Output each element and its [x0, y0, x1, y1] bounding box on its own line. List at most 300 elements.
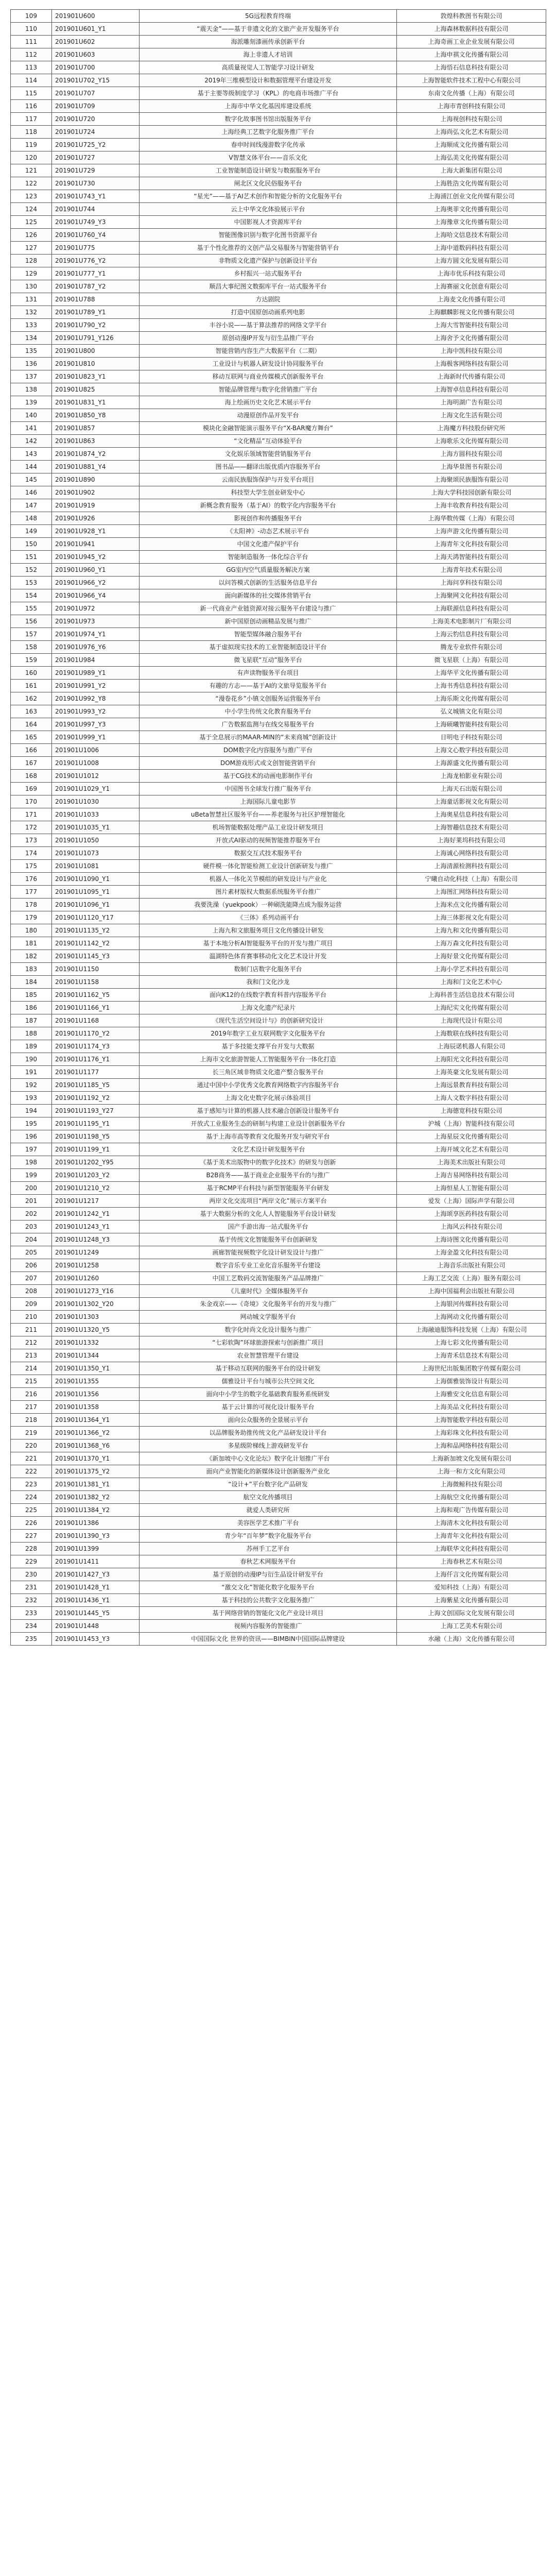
project-name-cell: 中国影视人才资源库平台 [140, 216, 397, 229]
project-code-cell: 201901U1073 [52, 847, 140, 860]
company-name-cell: 上海联华文化科技有限公司 [397, 1543, 546, 1555]
project-name-cell: uBeta智慧社区服务平台——养老服务与社区护理智能化 [140, 808, 397, 821]
row-index-cell: 193 [11, 1092, 52, 1105]
company-name-cell: 爱知科技（上海）有限公司 [397, 1581, 546, 1594]
project-code-cell: 201901U1248_Y3 [52, 1233, 140, 1246]
row-index-cell: 225 [11, 1504, 52, 1517]
project-code-cell: 201901U1095_Y1 [52, 886, 140, 899]
row-index-cell: 156 [11, 615, 52, 628]
company-name-cell: 上海奇画工业企业发展有限公司 [397, 36, 546, 48]
project-name-cell: 原创动漫IP开发与衍生品推广平台 [140, 332, 397, 345]
company-name-cell: 上海文创国际文化发展有限公司 [397, 1607, 546, 1620]
project-code-cell: 201901U1375_Y2 [52, 1465, 140, 1478]
project-code-cell: 201901U919 [52, 499, 140, 512]
project-code-cell: 201901U760_Y4 [52, 229, 140, 242]
project-code-cell: 201901U1185_Y5 [52, 1079, 140, 1092]
row-index-cell: 213 [11, 1349, 52, 1362]
table-row [11, 319, 546, 332]
company-name-cell: 上海弘美文化传媒有限公司 [397, 151, 546, 164]
project-name-cell: 智能制造服务一体化综合平台 [140, 551, 397, 564]
table-row [11, 1053, 546, 1066]
table-row [11, 1221, 546, 1233]
project-name-cell: 《基于美术出版物中的数字化技术》的研发与创新 [140, 1156, 397, 1169]
project-code-cell: 201901U926 [52, 512, 140, 525]
project-code-cell: 201901U1411 [52, 1555, 140, 1568]
project-name-cell: 基于大数据分析的文化人人智能服务平台设计研发 [140, 1208, 397, 1221]
project-code-cell: 201901U1035_Y1 [52, 821, 140, 834]
project-code-cell: 201901U700 [52, 61, 140, 74]
table-row [11, 396, 546, 409]
project-name-cell: 丰谷小说——基于算法推荐的网络文学平台 [140, 319, 397, 332]
project-name-cell: 有趣的方志——基于AI的文旅导览服务平台 [140, 680, 397, 692]
row-index-cell: 120 [11, 151, 52, 164]
company-name-cell: 上海联源信息科技有限公司 [397, 602, 546, 615]
row-index-cell: 181 [11, 937, 52, 950]
row-index-cell: 209 [11, 1298, 52, 1311]
project-name-cell: 中国工艺数码交流智能服务产品品牌推广 [140, 1272, 397, 1285]
table-row [11, 1092, 546, 1105]
company-name-cell: 上海明湖广告有限公司 [397, 396, 546, 409]
row-index-cell: 219 [11, 1427, 52, 1439]
row-index-cell: 127 [11, 242, 52, 255]
company-name-cell: 上海赛丽文化创意有限公司 [397, 280, 546, 293]
row-index-cell: 235 [11, 1633, 52, 1646]
project-name-cell: 视频内容服务的智能推广 [140, 1620, 397, 1633]
company-name-cell: 上海魔方科技股份研究所 [397, 422, 546, 435]
table-row [11, 1259, 546, 1272]
company-name-cell: 上海大新集团有限公司 [397, 164, 546, 177]
table-row [11, 113, 546, 126]
row-index-cell: 146 [11, 486, 52, 499]
project-code-cell: 201901U707 [52, 87, 140, 100]
row-index-cell: 130 [11, 280, 52, 293]
table-row [11, 74, 546, 87]
table-row [11, 834, 546, 847]
project-code-cell: 201901U984 [52, 654, 140, 667]
company-name-cell: 上海科普生活信息技术有限公司 [397, 989, 546, 1002]
project-code-cell: 201901U743_Y1 [52, 190, 140, 203]
company-name-cell: 上海诗图文化传播有限公司 [397, 1233, 546, 1246]
project-code-cell: 201901U999_Y1 [52, 731, 140, 744]
project-name-cell: 基于CG技术的动画电影制作平台 [140, 770, 397, 783]
project-name-cell: 上海九和文旅服务项目文化传播设计研发 [140, 924, 397, 937]
table-row [11, 989, 546, 1002]
table-row [11, 1233, 546, 1246]
table-row [11, 1401, 546, 1414]
project-code-cell: 201901U1356 [52, 1388, 140, 1401]
company-name-cell: 上海青年技术有限公司 [397, 564, 546, 577]
company-name-cell: 上海儒雅装饰设计有限公司 [397, 1375, 546, 1388]
project-name-cell: 2019年数字工业互联网数字文化服务平台 [140, 1027, 397, 1040]
project-name-cell: 有声读物服务平台项目 [140, 667, 397, 680]
company-name-cell: 上海世纪出版集团数字传媒有限公司 [397, 1362, 546, 1375]
project-code-cell: 201901U729 [52, 164, 140, 177]
company-name-cell: 上海胜浩文化传媒有限公司 [397, 177, 546, 190]
table-row [11, 1517, 546, 1530]
project-table [10, 9, 546, 1646]
project-code-cell: 201901U974_Y1 [52, 628, 140, 641]
project-name-cell: 我和门文化沙龙 [140, 976, 397, 989]
table-row [11, 139, 546, 151]
project-name-cell: 上海市中华文化基因库建设系统 [140, 100, 397, 113]
project-code-cell: 201901U1195_Y1 [52, 1117, 140, 1130]
company-name-cell: 上海天石出版有限公司 [397, 783, 546, 795]
row-index-cell: 221 [11, 1452, 52, 1465]
company-name-cell: 上海龙柏影业有限公司 [397, 770, 546, 783]
project-code-cell: 201901U810 [52, 358, 140, 370]
project-code-cell: 201901U600 [52, 10, 140, 23]
project-code-cell: 201901U989_Y1 [52, 667, 140, 680]
company-name-cell: 上海文化生活有限公司 [397, 409, 546, 422]
table-row [11, 963, 546, 976]
row-index-cell: 172 [11, 821, 52, 834]
row-index-cell: 147 [11, 499, 52, 512]
company-name-cell: 爱发（上海）国际声学有限公司 [397, 1195, 546, 1208]
row-index-cell: 153 [11, 577, 52, 589]
table-row [11, 589, 546, 602]
project-name-cell: 智能品牌管理与数字化营销推广平台 [140, 383, 397, 396]
project-name-cell: 机器人一体化关节模组的研发设计与产业化 [140, 873, 397, 886]
row-index-cell: 215 [11, 1375, 52, 1388]
table-row [11, 461, 546, 473]
project-code-cell: 201901U709 [52, 100, 140, 113]
table-row [11, 821, 546, 834]
project-code-cell: 201901U1081 [52, 860, 140, 873]
table-row [11, 1040, 546, 1053]
row-index-cell: 174 [11, 847, 52, 860]
project-name-cell: 两岸文化交流项目“两岸文化”展示方案平台 [140, 1195, 397, 1208]
row-index-cell: 173 [11, 834, 52, 847]
company-name-cell: 上海森林数据科技有限公司 [397, 23, 546, 36]
company-name-cell: 上海智能数字科技有限公司 [397, 1414, 546, 1427]
project-name-cell: 我要洗澡（yuekpook）一种刷洗能降点成为服务运营 [140, 899, 397, 911]
company-name-cell: 上海浦江创业文化传媒有限公司 [397, 190, 546, 203]
project-code-cell: 201901U960_Y1 [52, 564, 140, 577]
row-index-cell: 205 [11, 1246, 52, 1259]
company-name-cell: 上海工艺美术有限公司 [397, 1620, 546, 1633]
project-code-cell: 201901U1344 [52, 1349, 140, 1362]
project-name-cell: 基于云计算的可视化设计服务平台 [140, 1401, 397, 1414]
company-name-cell: 上海奥星信息科技有限公司 [397, 808, 546, 821]
project-name-cell: 国产手游出海一站式服务平台 [140, 1221, 397, 1233]
table-row [11, 1581, 546, 1594]
row-index-cell: 170 [11, 795, 52, 808]
row-index-cell: 228 [11, 1543, 52, 1555]
project-code-cell: 201901U1177 [52, 1066, 140, 1079]
project-name-cell: 基于多技能支撑平台开发与大数据 [140, 1040, 397, 1053]
project-name-cell: 影视创作和传播服务平台 [140, 512, 397, 525]
company-name-cell: 上海悟石信息科技有限公司 [397, 61, 546, 74]
project-name-cell: 基于主要等级制度学习（KPL）的电商市场推广平台 [140, 87, 397, 100]
project-name-cell: 面向公众服务的全景展示平台 [140, 1414, 397, 1427]
table-row [11, 808, 546, 821]
company-name-cell: 上海硕曦智能科技有限公司 [397, 718, 546, 731]
company-name-cell: 上海一和方文化有限公司 [397, 1465, 546, 1478]
project-name-cell: 基于移动互联网的服务平台的设计研发 [140, 1362, 397, 1375]
project-name-cell: 《新加坡中心文化论坛》数字化计划推广平台 [140, 1452, 397, 1465]
project-name-cell: 2019年三维模型设计和数据管理平台建设开发 [140, 74, 397, 87]
project-code-cell: 201901U972 [52, 602, 140, 615]
table-row [11, 1568, 546, 1581]
company-name-cell: 上海中道数码科技有限公司 [397, 242, 546, 255]
table-row [11, 164, 546, 177]
row-index-cell: 185 [11, 989, 52, 1002]
project-code-cell: 201901U603 [52, 48, 140, 61]
table-row [11, 731, 546, 744]
project-name-cell: 《太阳神》-动态艺术展示平台 [140, 525, 397, 538]
project-name-cell: 农业智慧管理平台建设 [140, 1349, 397, 1362]
project-code-cell: 201901U1260 [52, 1272, 140, 1285]
company-name-cell: 腾龙专业软件有限公司 [397, 641, 546, 654]
company-name-cell: 上海尚弘文化艺术有限公司 [397, 126, 546, 139]
project-name-cell: 基于网络营销的智能化文化产业设计项目 [140, 1607, 397, 1620]
company-name-cell: 上海文心数字科技有限公司 [397, 744, 546, 757]
row-index-cell: 204 [11, 1233, 52, 1246]
company-name-cell: 上海豫章文化传播有限公司 [397, 216, 546, 229]
row-index-cell: 109 [11, 10, 52, 23]
row-index-cell: 113 [11, 61, 52, 74]
project-code-cell: 201901U1358 [52, 1401, 140, 1414]
project-name-cell: 长三角区域非物质文化遗产整合服务平台 [140, 1066, 397, 1079]
row-index-cell: 139 [11, 396, 52, 409]
row-index-cell: 190 [11, 1053, 52, 1066]
row-index-cell: 137 [11, 370, 52, 383]
company-name-cell: 上海美术电影制片厂有限公司 [397, 615, 546, 628]
project-code-cell: 201901U744 [52, 203, 140, 216]
project-code-cell: 201901U1320_Y5 [52, 1324, 140, 1336]
company-name-cell: 上海方圆文化发展有限公司 [397, 255, 546, 267]
company-name-cell: 上海和品网络科技有限公司 [397, 1439, 546, 1452]
row-index-cell: 229 [11, 1555, 52, 1568]
row-index-cell: 187 [11, 1014, 52, 1027]
table-row [11, 151, 546, 164]
project-name-cell: 智能图像识别与数字化图书资源平台 [140, 229, 397, 242]
table-row [11, 795, 546, 808]
company-name-cell: 上海纪实文化传媒有限公司 [397, 1002, 546, 1014]
project-code-cell: 201901U1273_Y16 [52, 1285, 140, 1298]
row-index-cell: 188 [11, 1027, 52, 1040]
row-index-cell: 217 [11, 1401, 52, 1414]
project-code-cell: 201901U1166_Y1 [52, 1002, 140, 1014]
project-code-cell: 201901U1096_Y1 [52, 899, 140, 911]
row-index-cell: 159 [11, 654, 52, 667]
company-name-cell: 上海风云科技有限公司 [397, 1221, 546, 1233]
row-index-cell: 118 [11, 126, 52, 139]
company-name-cell: 上海顺成文化传播有限公司 [397, 139, 546, 151]
table-row [11, 525, 546, 538]
project-name-cell: 朱金戏京——《奇境》文化服务平台的开发与推广 [140, 1298, 397, 1311]
project-code-cell: 201901U1202_Y95 [52, 1156, 140, 1169]
row-index-cell: 114 [11, 74, 52, 87]
table-row [11, 512, 546, 525]
company-name-cell: 上海乐斯文化传媒有限公司 [397, 692, 546, 705]
project-code-cell: 201901U1390_Y3 [52, 1530, 140, 1543]
table-row [11, 1349, 546, 1362]
project-code-cell: 201901U823_Y1 [52, 370, 140, 383]
project-name-cell: 《儿童时代》全媒体服务平台 [140, 1285, 397, 1298]
project-name-cell: 图书品——翻译出版优质内容服务平台 [140, 461, 397, 473]
project-code-cell: 201901U1158 [52, 976, 140, 989]
row-index-cell: 158 [11, 641, 52, 654]
table-row [11, 126, 546, 139]
project-name-cell: 春申时间线漫游数字化传承 [140, 139, 397, 151]
project-name-cell: 中国文化遗产保护平台 [140, 538, 397, 551]
project-code-cell: 201901U1242_Y1 [52, 1208, 140, 1221]
table-row [11, 654, 546, 667]
table-row [11, 383, 546, 396]
project-name-cell: “震天金”——基于非遗文化的文旅产业开发服务平台 [140, 23, 397, 36]
row-index-cell: 203 [11, 1221, 52, 1233]
row-index-cell: 112 [11, 48, 52, 61]
project-name-cell: 基于个性化推荐的文创产品交易服务与智能营销平台 [140, 242, 397, 255]
row-index-cell: 226 [11, 1517, 52, 1530]
company-name-cell: 上海微鲸科技有限公司 [397, 1478, 546, 1491]
company-name-cell: 上海问享科技有限公司 [397, 577, 546, 589]
table-row [11, 1130, 546, 1143]
company-name-cell: 上海融迪服饰科技发展（上海）有限公司 [397, 1324, 546, 1336]
project-code-cell: 201901U1142_Y2 [52, 937, 140, 950]
company-name-cell: 敦煌科教图书有限公司 [397, 10, 546, 23]
row-index-cell: 144 [11, 461, 52, 473]
table-row [11, 486, 546, 499]
row-index-cell: 119 [11, 139, 52, 151]
project-code-cell: 201901U1355 [52, 1375, 140, 1388]
table-row [11, 783, 546, 795]
project-name-cell: 基于科技的公共数字文化服务推广 [140, 1594, 397, 1607]
row-index-cell: 123 [11, 190, 52, 203]
project-name-cell: 中国国际文化 世界的资讯——BIMBIN中国国际品牌建设 [140, 1633, 397, 1646]
project-code-cell: 201901U973 [52, 615, 140, 628]
project-name-cell: “设计+”平台数字化产品研发 [140, 1478, 397, 1491]
project-code-cell: 201901U997_Y3 [52, 718, 140, 731]
project-code-cell: 201901U941 [52, 538, 140, 551]
project-code-cell: 201901U966_Y4 [52, 589, 140, 602]
project-name-cell: 面向K12的在线数字教育科普内容服务平台 [140, 989, 397, 1002]
row-index-cell: 194 [11, 1105, 52, 1117]
row-index-cell: 134 [11, 332, 52, 345]
project-name-cell: 春秋艺术网服务平台 [140, 1555, 397, 1568]
project-code-cell: 201901U993_Y2 [52, 705, 140, 718]
table-row [11, 1208, 546, 1221]
company-name-cell: 上海清木文化科技有限公司 [397, 1517, 546, 1530]
company-name-cell: 上海大雪智能科技有限公司 [397, 319, 546, 332]
company-name-cell: 上海和门文化艺术中心 [397, 976, 546, 989]
project-code-cell: 201901U1193_Y27 [52, 1105, 140, 1117]
project-code-cell: 201901U1145_Y3 [52, 950, 140, 963]
table-row [11, 1375, 546, 1388]
project-code-cell: 201901U787_Y2 [52, 280, 140, 293]
table-row [11, 1491, 546, 1504]
project-code-cell: 201901U1243_Y1 [52, 1221, 140, 1233]
row-index-cell: 136 [11, 358, 52, 370]
project-code-cell: 201901U727 [52, 151, 140, 164]
project-code-cell: 201901U1249 [52, 1246, 140, 1259]
company-name-cell: 上海七彩文化传播有限公司 [397, 1336, 546, 1349]
company-name-cell: 上海银河传媒科技有限公司 [397, 1298, 546, 1311]
project-name-cell: 儒雅设计平台与城市公共空间文化 [140, 1375, 397, 1388]
table-row [11, 1066, 546, 1079]
project-name-cell: 乡村振兴一站式服务平台 [140, 267, 397, 280]
project-name-cell: 基于全息展示的MAAR-MIN的“未来商城”创新设计 [140, 731, 397, 744]
company-name-cell: 上海智能软件技术工程中心有限公司 [397, 74, 546, 87]
row-index-cell: 201 [11, 1195, 52, 1208]
project-name-cell: DOM数字化内容服务与推广平台 [140, 744, 397, 757]
row-index-cell: 131 [11, 293, 52, 306]
company-name-cell: 上海阳光文化科技有限公司 [397, 1053, 546, 1066]
company-name-cell: 沪城（上海）智能科技有限公司 [397, 1117, 546, 1130]
company-name-cell: 微飞星联（上海）有限公司 [397, 654, 546, 667]
project-code-cell: 201901U991_Y2 [52, 680, 140, 692]
table-row [11, 641, 546, 654]
company-name-cell: 上海方圆科技有限公司 [397, 448, 546, 461]
project-name-cell: “漫卷花乡”小镇文创服务运营服务平台 [140, 692, 397, 705]
table-row [11, 293, 546, 306]
company-name-cell: 上海雅安文化信息有限公司 [397, 1388, 546, 1401]
row-index-cell: 148 [11, 512, 52, 525]
project-name-cell: “文化精品”互动体验平台 [140, 435, 397, 448]
project-name-cell: 上海文化遗产纪录片 [140, 1002, 397, 1014]
project-code-cell: 201901U1386 [52, 1517, 140, 1530]
company-name-cell: 上海奥菲文化传播有限公司 [397, 203, 546, 216]
table-row [11, 1607, 546, 1620]
project-name-cell: 上海国际儿童电影节 [140, 795, 397, 808]
table-row [11, 860, 546, 873]
row-index-cell: 143 [11, 448, 52, 461]
project-code-cell: 201901U1399 [52, 1543, 140, 1555]
project-code-cell: 201901U1050 [52, 834, 140, 847]
row-index-cell: 179 [11, 911, 52, 924]
project-name-cell: 青少年“百年梦”数字化服务平台 [140, 1530, 397, 1543]
company-name-cell: 上海仟言文化传媒有限公司 [397, 1568, 546, 1581]
project-name-cell: 模块化金融智能演示服务平台“X-BAR魔方舞台” [140, 422, 397, 435]
project-code-cell: 201901U1176_Y1 [52, 1053, 140, 1066]
company-name-cell: 上海万森文化科技有限公司 [397, 937, 546, 950]
row-index-cell: 175 [11, 860, 52, 873]
project-name-cell: 硬件模一体化智能检测工业设计创新研发与推广 [140, 860, 397, 873]
project-code-cell: 201901U1303 [52, 1311, 140, 1324]
table-row [11, 1439, 546, 1452]
table-row [11, 602, 546, 615]
table-row [11, 1143, 546, 1156]
company-name-cell: 上海市优乐科技有限公司 [397, 267, 546, 280]
row-index-cell: 129 [11, 267, 52, 280]
table-row [11, 1324, 546, 1336]
row-index-cell: 162 [11, 692, 52, 705]
project-code-cell: 201901U863 [52, 435, 140, 448]
project-code-cell: 201901U1366_Y2 [52, 1427, 140, 1439]
company-name-cell: 上海音乐出版社有限公司 [397, 1259, 546, 1272]
table-row [11, 1555, 546, 1568]
row-index-cell: 152 [11, 564, 52, 577]
table-row [11, 911, 546, 924]
row-index-cell: 132 [11, 306, 52, 319]
table-row [11, 1156, 546, 1169]
row-index-cell: 166 [11, 744, 52, 757]
project-name-cell: 上海文化史数字化展示体验项目 [140, 1092, 397, 1105]
row-index-cell: 210 [11, 1311, 52, 1324]
company-name-cell: 上海聚颂民族服饰有限公司 [397, 473, 546, 486]
row-index-cell: 133 [11, 319, 52, 332]
row-index-cell: 200 [11, 1182, 52, 1195]
row-index-cell: 116 [11, 100, 52, 113]
project-name-cell: 通过中国中小学优秀文化教育网络数字内容服务平台 [140, 1079, 397, 1092]
table-row [11, 680, 546, 692]
table-row [11, 886, 546, 899]
table-row [11, 1246, 546, 1259]
project-code-cell: 201901U1192_Y2 [52, 1092, 140, 1105]
table-row [11, 267, 546, 280]
company-name-cell: 上海三体影视文化有限公司 [397, 911, 546, 924]
